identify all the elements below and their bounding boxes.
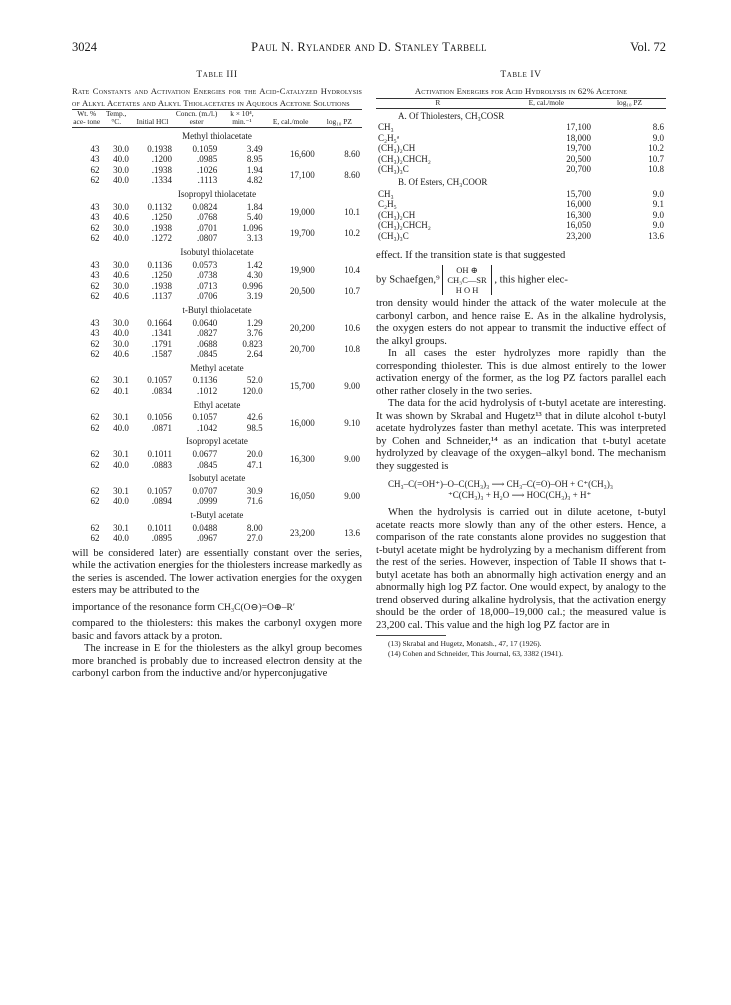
left-body-text — [72, 548, 362, 681]
col-e: E, cal./mole — [265, 110, 317, 128]
compound-name: Isobutyl thiolacetate — [180, 246, 254, 257]
table-cell: 1.94 — [246, 164, 263, 175]
table3-group-header — [72, 302, 362, 318]
table-cell: 3.76 — [246, 328, 263, 339]
table-cell: (CH₃)₂CH — [378, 209, 416, 220]
table-cell: 16,300 — [566, 209, 591, 220]
table-cell: CH₃ — [378, 188, 394, 199]
table-cell: 43 — [90, 259, 100, 270]
table-cell: (CH₃)₂CHCH₂ — [378, 220, 431, 231]
journal-page — [72, 40, 666, 990]
table-cell: 62 — [90, 496, 100, 507]
table-cell: 0.1664 — [147, 317, 172, 328]
table3-group-header — [72, 360, 362, 376]
table-cell: (CH₃)₃C — [378, 231, 409, 242]
compound-name: t-Butyl acetate — [190, 510, 244, 520]
log-pz: 9.00 — [344, 491, 360, 502]
resonance-formula: CH₃C(O⊖)=O⊕–R′ — [217, 602, 295, 613]
table-cell: 62 — [90, 349, 100, 360]
table-cell: 16,050 — [566, 220, 591, 231]
table-cell: 17,100 — [566, 122, 591, 133]
table-row — [376, 189, 666, 200]
activation-energy: 16,000 — [289, 417, 315, 428]
left-paragraph-1c: compared to the thiolesters: this makes the carbonyl oxygen more basic and favors attack by a proton. — [72, 618, 362, 642]
table4 — [376, 98, 666, 242]
log-pz: 9.00 — [344, 454, 360, 465]
left-paragraph-2: The increase in E for the thiolesters as the alkyl group becomes more branched is probably due to increased electron density at the carbonyl carbon from the inductive and/or hyperconjugative — [72, 643, 362, 680]
log-pz: 8.60 — [344, 170, 360, 181]
table-cell: 62 — [90, 222, 100, 233]
right-paragraph-2: In all cases the ester hydrolyzes more rapidly than the corresponding thiolester. This is due almost entirely to the lower activation energy of the former, as the log PZ factors parallel each other rather closely in the two series. — [376, 348, 666, 397]
table-cell: 62 — [90, 375, 100, 386]
activation-energy: 19,900 — [289, 264, 315, 275]
activation-energy: 20,500 — [289, 286, 315, 297]
table-cell: 9.0 — [652, 188, 664, 199]
activation-energy: 23,200 — [289, 527, 315, 538]
table-cell: 9.0 — [652, 209, 664, 220]
activation-energy: 17,100 — [289, 170, 315, 181]
table-cell: (CH₃)₃C — [378, 164, 409, 175]
table-cell: 30.0 — [113, 201, 129, 212]
table-cell: .1334 — [151, 175, 172, 186]
table-cell: 43 — [90, 317, 100, 328]
table-cell: 30.0 — [113, 164, 129, 175]
volume-label: Vol. 72 — [630, 40, 666, 54]
table-cell: 47.1 — [246, 459, 263, 470]
table-cell: 0.1057 — [147, 485, 172, 496]
log-pz: 10.6 — [344, 322, 360, 333]
log-pz: 8.60 — [344, 148, 360, 159]
table-cell: 20.0 — [246, 449, 263, 460]
table-row — [72, 165, 362, 176]
table4-label: Table IV — [500, 70, 542, 80]
resonance-text: importance of the resonance form — [72, 601, 215, 613]
table-row — [376, 199, 666, 210]
table-cell: (CH₃)₂CH — [378, 143, 416, 154]
compound-name: Isobutyl acetate — [188, 473, 246, 484]
table-cell: 20,500 — [566, 153, 591, 164]
table3-group-header — [72, 433, 362, 449]
table-cell: 5.40 — [246, 212, 263, 223]
table-cell: 40.0 — [113, 422, 129, 433]
compound-name: Isopropyl acetate — [186, 436, 248, 447]
table-row — [72, 281, 362, 292]
activation-energy: 19,000 — [289, 206, 315, 217]
table-cell: 4.82 — [246, 175, 263, 186]
resonance-line — [72, 602, 362, 615]
table-cell: 40.0 — [113, 496, 129, 507]
table-cell: .0807 — [197, 233, 218, 244]
table-cell: 62 — [90, 233, 100, 244]
activation-energy: 19,700 — [289, 228, 315, 239]
activation-energy: 16,600 — [289, 148, 315, 159]
table-cell: 62 — [90, 175, 100, 186]
table-cell: 62 — [90, 522, 100, 533]
col-temp: Temp., °C. — [101, 110, 130, 128]
table-cell: 23,200 — [566, 231, 591, 242]
table-cell: 40.6 — [113, 270, 129, 281]
table-cell: 98.5 — [246, 422, 263, 433]
table-cell: .1012 — [197, 386, 218, 397]
footnote-rule — [376, 635, 446, 636]
table-cell: (CH₃)₂CHCH₂ — [378, 153, 431, 164]
mechanism-step-1: CH₃–C(=OH⁺)–O–C(CH₃)₃ ⟶ CH₃–C(=O)–OH + C⁺(CH₃)₃ — [388, 479, 613, 490]
table-cell: 10.8 — [648, 164, 664, 175]
table-cell: 8.95 — [246, 154, 263, 165]
table3-label: Table III — [196, 70, 238, 80]
ts-top: OH ⊕ — [456, 265, 478, 276]
table-cell: .0871 — [151, 422, 172, 433]
mechanism-step-2: ⁺C(CH₃)₃ + H₂O ⟶ HOC(CH₃)₃ + H⁺ — [448, 490, 592, 501]
table-cell: 40.6 — [113, 291, 129, 302]
table-cell: .1938 — [151, 164, 172, 175]
t4-col-r: R — [376, 98, 500, 108]
table-cell: 9.0 — [652, 220, 664, 231]
activation-energy: 20,200 — [289, 322, 315, 333]
table-row — [72, 260, 362, 271]
table-cell: .0768 — [197, 212, 218, 223]
section-title: B. Of Esters, CH₃COOR — [398, 177, 488, 188]
table-cell: 13.6 — [648, 231, 664, 242]
table-cell: 4.30 — [246, 270, 263, 281]
footnote-14: (14) Cohen and Schneider, This Journal, 63, 3382 (1941). — [388, 649, 564, 659]
table-cell: 0.823 — [242, 338, 263, 349]
table-cell: 40.0 — [113, 533, 129, 544]
table3-caption: Rate Constants and Activation Energies for the Acid-Catalyzed Hydrolysis of Alkyl Acetates and Alkyl Thiolacetates in Aqueous Acetone Solutions — [72, 86, 362, 108]
table-cell: 1.42 — [246, 259, 263, 270]
col-acetone: Wt. % ace- tone — [73, 109, 101, 126]
right-paragraph-3: The data for the acid hydrolysis of t-butyl acetate are interesting. It was shown by Skrabal and Hugetz¹³ that in dilute alcohol t-butyl acetate hydrolyzes faster than methyl acetate. This was interpreted by Cohen and Schneider,¹⁴ as an indication that t-butyl acetate hydrolyzed by cleavage of the oxygen–alkyl bond. The mechanism they suggested is — [376, 398, 666, 472]
table-cell: .0713 — [197, 280, 218, 291]
table-cell: 40.0 — [113, 328, 129, 339]
table-cell: 20,700 — [566, 164, 591, 175]
table-cell: 2.64 — [246, 349, 263, 360]
table-row — [72, 318, 362, 329]
table4-caption: Activation Energies for Acid Hydrolysis in 62% Acetone — [414, 86, 628, 96]
table-cell: 1.84 — [246, 201, 263, 212]
table-cell: .0845 — [197, 459, 218, 470]
table-cell: 3.19 — [246, 291, 263, 302]
schaefgen-ref: by Schaefgen,⁹ — [376, 274, 440, 286]
log-pz: 10.4 — [344, 264, 360, 275]
table-cell: .0688 — [197, 338, 218, 349]
table-cell: 0.0640 — [192, 317, 218, 328]
table-cell: 40.0 — [113, 233, 129, 244]
left-column — [72, 66, 362, 681]
col-k: k × 10⁴, min.⁻¹ — [219, 110, 264, 128]
right-paragraph-1d: tron density would hinder the attack of the water molecule at the carbonyl carbon, and hence raise E. As in the alkaline hydrolysis, the oxygen esters do not appear to transmit the inductive effect of the alkyl groups. — [376, 298, 666, 347]
table-cell: .0827 — [197, 328, 218, 339]
mechanism — [388, 479, 666, 501]
table-cell: 16,000 — [566, 199, 591, 210]
table-cell: .1250 — [151, 212, 172, 223]
table-cell: C₂H₅ᵃ — [378, 132, 400, 143]
table-cell: .0738 — [197, 270, 218, 281]
table-cell: 120.0 — [242, 386, 263, 397]
table-row — [72, 144, 362, 155]
table-cell: 62 — [90, 338, 100, 349]
table-cell: 30.1 — [113, 485, 129, 496]
table-row — [72, 223, 362, 234]
table-cell: 62 — [90, 485, 100, 496]
table-cell: 30.0 — [113, 143, 129, 154]
table-cell: .0706 — [197, 291, 218, 302]
transition-state-structure — [442, 265, 491, 295]
table-cell: 30.9 — [246, 485, 263, 496]
table-cell: .1042 — [197, 422, 218, 433]
table-row — [72, 523, 362, 534]
table-cell: .0834 — [151, 386, 172, 397]
table-cell: 43 — [90, 143, 100, 154]
table-row — [72, 486, 362, 497]
left-paragraph-1: will be considered later) are essentially constant over the series, while the activation energies for the thiolesters increase markedly as the series is ascended. The lower activation energies for the oxygen esters may be attributed to the — [72, 547, 362, 597]
table-row — [72, 375, 362, 386]
compound-name: Isopropyl thiolacetate — [177, 188, 257, 199]
table-cell: 1.29 — [246, 317, 263, 328]
activation-energy: 20,700 — [289, 343, 315, 354]
table-cell: 10.2 — [648, 143, 664, 154]
table-cell: .1938 — [151, 280, 172, 291]
table-row — [376, 220, 666, 231]
table-cell: .0894 — [151, 496, 172, 507]
footnote-13: (13) Skrabal and Hugetz, Monatsh., 47, 17 (1926). — [388, 639, 542, 649]
table4-section-header — [376, 108, 666, 122]
log-pz: 10.7 — [344, 286, 360, 297]
right-column — [376, 66, 666, 659]
table-row — [376, 133, 666, 144]
table-cell: 0.1057 — [192, 412, 218, 423]
table-cell: .0999 — [197, 496, 218, 507]
table-cell: 0.1136 — [147, 259, 172, 270]
table-cell: 15,700 — [566, 188, 591, 199]
table-cell: 0.0707 — [192, 485, 218, 496]
table4-body — [376, 108, 666, 242]
right-paragraph-1a: effect. If the transition state is that suggested — [376, 249, 566, 261]
table-cell: 8.00 — [246, 522, 263, 533]
table-cell: 27.0 — [246, 533, 263, 544]
right-paragraph-4: When the hydrolysis is carried out in dilute acetone, t-butyl acetate reacts more slowly than any of the other esters. Hence, a comparison of the rate constants alone provides no suggestion that t-butyl acetate might be hydrolyzing by a mechanism different from the rest of the series. However, inspection of Table II shows that t-butyl acetate has both an abnormally high activation energy and an abnormally high log PZ factor. One would expect, by analogy to the trend observed during alkaline hydrolysis, that the activation energy should be the order of 18,000–19,000 cal.; the measured value is 23,200 cal. This value and the high log PZ factor are in — [376, 507, 666, 631]
table-cell: 40.0 — [113, 154, 129, 165]
table-cell: 43 — [90, 328, 100, 339]
table-cell: 43 — [90, 154, 100, 165]
table-cell: 43 — [90, 212, 100, 223]
table-row — [72, 449, 362, 460]
table-cell: 62 — [90, 386, 100, 397]
table-cell: 30.0 — [113, 280, 129, 291]
ts-bottom: H O H — [455, 285, 479, 296]
table-cell: 0.1938 — [147, 143, 172, 154]
compound-name: Methyl acetate — [190, 362, 244, 373]
table3-group-header — [72, 128, 362, 144]
right-body-text — [376, 250, 666, 660]
table-cell: 43 — [90, 270, 100, 281]
transition-state-line — [376, 265, 666, 295]
table-cell: .1587 — [151, 349, 172, 360]
table-cell: 30.1 — [113, 522, 129, 533]
table-cell: .1137 — [152, 291, 172, 302]
table-row — [376, 231, 666, 242]
table-cell: 62 — [90, 412, 100, 423]
t4-col-e: E, cal./mole — [500, 98, 593, 108]
table-cell: 0.1136 — [192, 375, 218, 386]
table-cell: 3.13 — [246, 233, 263, 244]
table-cell: .1272 — [151, 233, 172, 244]
table-cell: .1341 — [151, 328, 172, 339]
table-cell: 0.1057 — [147, 375, 172, 386]
table-cell: 40.0 — [113, 175, 129, 186]
table-row — [72, 202, 362, 213]
activation-energy: 16,050 — [289, 491, 315, 502]
page-header — [72, 40, 666, 62]
table-cell: 40.6 — [113, 349, 129, 360]
table-cell: 30.0 — [113, 222, 129, 233]
table-cell: .1200 — [151, 154, 172, 165]
table-cell: 3.49 — [246, 143, 263, 154]
table-cell: 1.096 — [242, 222, 263, 233]
table-cell: 30.0 — [113, 338, 129, 349]
table-cell: .1791 — [151, 338, 172, 349]
t4-col-pz: log₁₀ PZ — [593, 98, 666, 108]
table-cell: 30.0 — [113, 259, 129, 270]
table-cell: 30.1 — [113, 375, 129, 386]
compound-name: t-Butyl thiolacetate — [182, 304, 252, 315]
table-row — [376, 210, 666, 221]
log-pz: 9.10 — [344, 417, 360, 428]
table-cell: 0.0573 — [192, 259, 218, 270]
table-cell: 62 — [90, 164, 100, 175]
table-cell: 30.1 — [113, 449, 129, 460]
log-pz: 10.2 — [344, 228, 360, 239]
table-cell: 19,700 — [566, 143, 591, 154]
table-cell: 0.1059 — [192, 143, 218, 154]
table-cell: 0.0824 — [192, 201, 218, 212]
table-cell: .0985 — [197, 154, 218, 165]
log-pz: 10.1 — [344, 206, 360, 217]
table-row — [376, 122, 666, 133]
table-cell: 10.7 — [648, 153, 664, 164]
log-pz: 9.00 — [344, 380, 360, 391]
activation-energy: 16,300 — [289, 454, 315, 465]
table-cell: 43 — [90, 201, 100, 212]
table-cell: 62 — [90, 291, 100, 302]
col-ester: Concn. (m./l.) ester — [175, 109, 218, 126]
table-cell: 0.1056 — [147, 412, 172, 423]
table-cell: 9.0 — [652, 132, 664, 143]
table-cell: 62 — [90, 533, 100, 544]
table-cell: .0701 — [197, 222, 218, 233]
table-cell: 0.1011 — [147, 522, 172, 533]
section-title: A. Of Thiolesters, CH₃COSR — [398, 110, 505, 121]
table-cell: 62 — [90, 280, 100, 291]
table-cell: 18,000 — [566, 132, 591, 143]
activation-energy: 15,700 — [289, 380, 315, 391]
table3-group-header — [72, 244, 362, 260]
table-cell: 0.1132 — [147, 201, 172, 212]
table-cell: 62 — [90, 422, 100, 433]
compound-name: Ethyl acetate — [193, 399, 241, 410]
compound-name: Methyl thiolacetate — [182, 131, 252, 141]
col-hcl: Initial HCl — [131, 110, 174, 128]
table-cell: 40.1 — [113, 386, 129, 397]
table-cell: .0895 — [151, 533, 172, 544]
table-cell: 30.1 — [113, 412, 129, 423]
table-cell: 62 — [90, 459, 100, 470]
table-row — [376, 143, 666, 154]
table3 — [72, 109, 362, 544]
table-cell: 30.0 — [113, 317, 129, 328]
page-number: 3024 — [72, 40, 97, 54]
table-row — [376, 164, 666, 175]
table-cell: 0.0677 — [192, 449, 218, 460]
table3-group-header — [72, 186, 362, 202]
table4-section-header — [376, 175, 666, 189]
table-cell: CH₃ — [378, 122, 394, 133]
table-cell: 40.6 — [113, 212, 129, 223]
table3-body — [72, 128, 362, 544]
table-cell: 40.0 — [113, 459, 129, 470]
table-cell: .1938 — [151, 222, 172, 233]
log-pz: 13.6 — [344, 527, 360, 538]
table-cell: 9.1 — [652, 199, 664, 210]
table-cell: 0.996 — [242, 280, 263, 291]
table-cell: 8.6 — [652, 122, 664, 133]
table-row — [72, 339, 362, 350]
table-cell: .1250 — [151, 270, 172, 281]
table-cell: 52.0 — [246, 375, 263, 386]
table-row — [72, 412, 362, 423]
table-cell: .1026 — [197, 164, 218, 175]
table-cell: 0.1011 — [147, 449, 172, 460]
table3-group-header — [72, 397, 362, 413]
table3-group-header — [72, 507, 362, 523]
table-cell: 62 — [90, 449, 100, 460]
table-cell: C₂H₅ — [378, 199, 397, 210]
table3-group-header — [72, 470, 362, 486]
table-cell: 71.6 — [246, 496, 263, 507]
table-cell: .1113 — [197, 175, 218, 186]
table-row — [376, 154, 666, 165]
table-cell: 42.6 — [246, 412, 263, 423]
table-cell: 0.0488 — [192, 522, 218, 533]
table-cell: .0967 — [197, 533, 218, 544]
col-logpz: log₁₀ PZ — [317, 110, 362, 128]
table-cell: .0845 — [197, 349, 218, 360]
right-paragraph-1c: , this higher elec- — [494, 274, 568, 286]
running-title: Paul N. Rylander and D. Stanley Tarbell — [251, 40, 487, 54]
table-cell: .0883 — [151, 459, 172, 470]
log-pz: 10.8 — [344, 343, 360, 354]
ts-middle: CH₃C—SR — [447, 275, 487, 286]
